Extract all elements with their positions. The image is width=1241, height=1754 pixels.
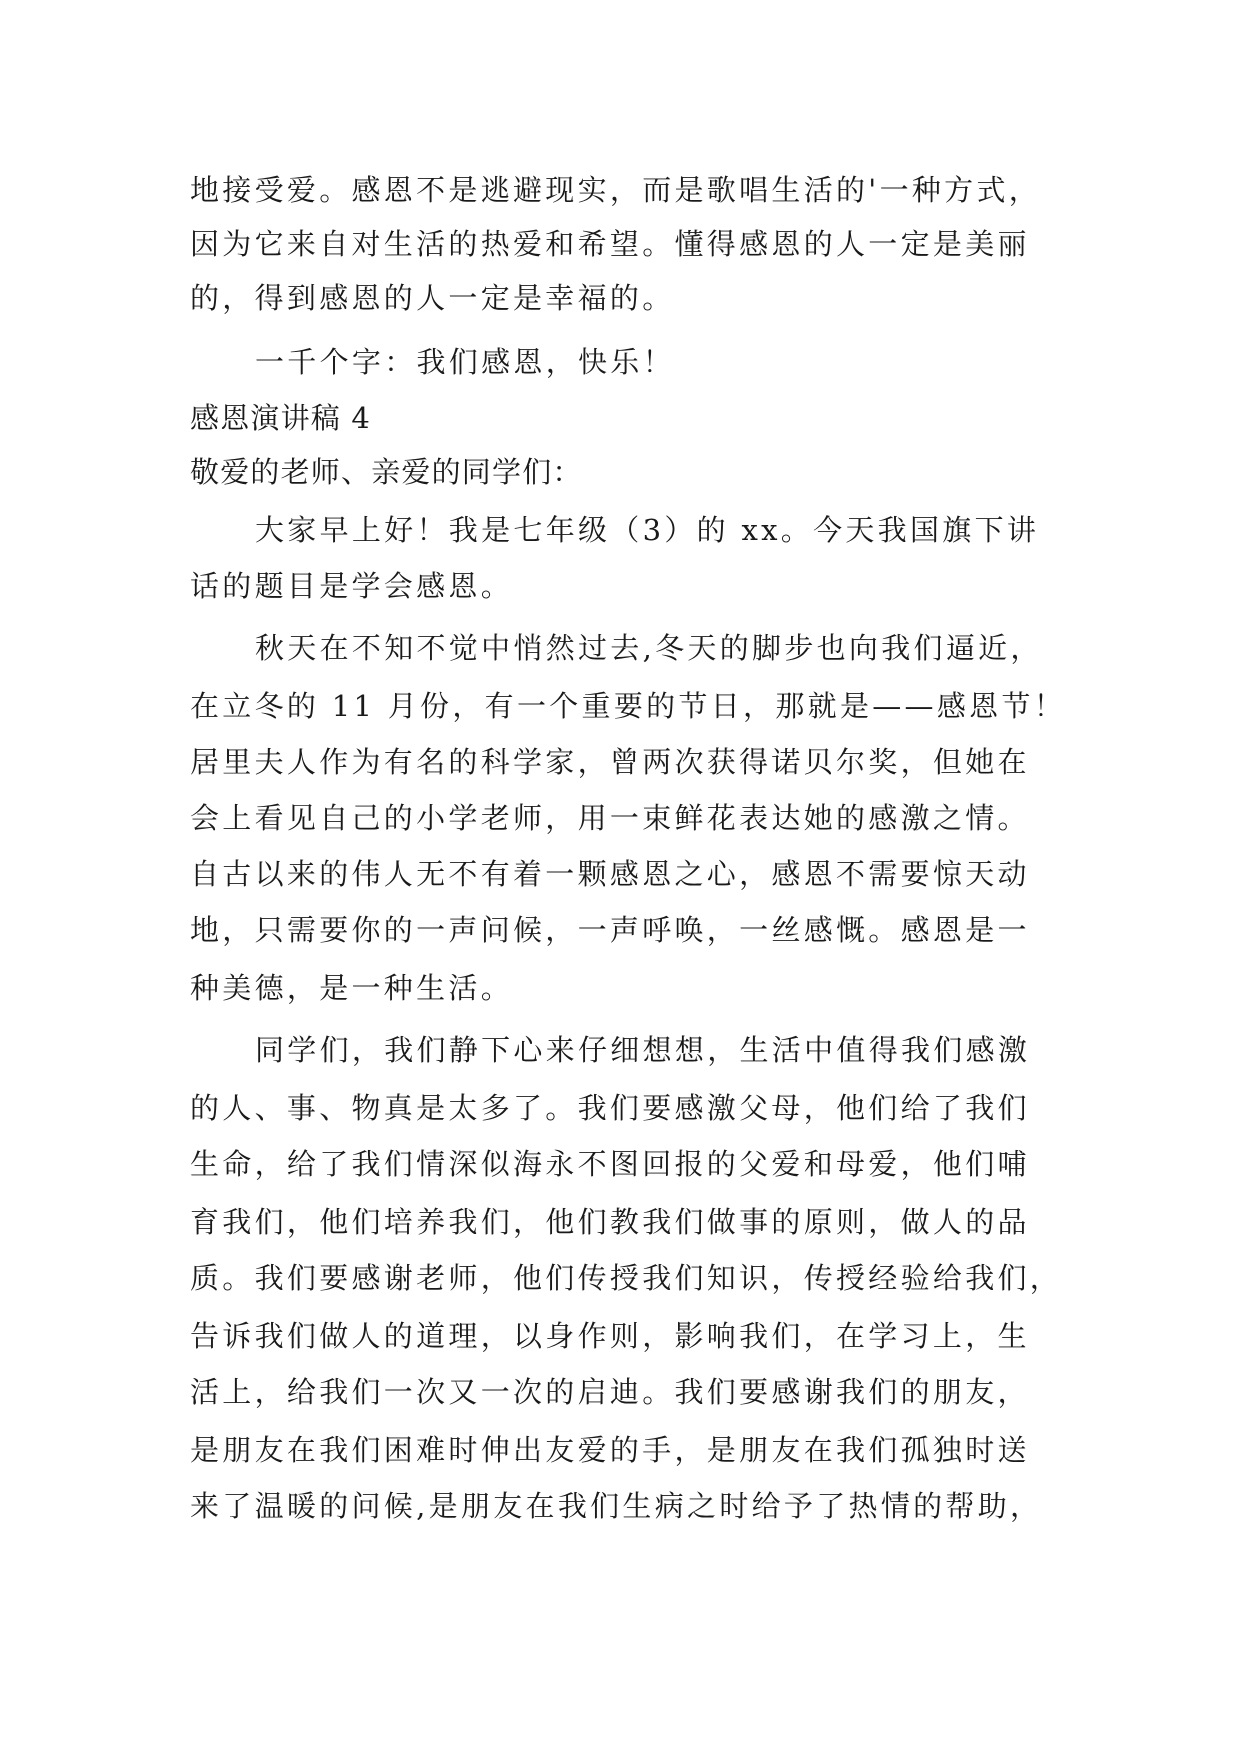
text-line: 种美德，是一种生活。 [190,971,514,1005]
text-line: 在立冬的 11 月份，有一个重要的节日，那就是——感恩节！ [190,689,1067,723]
text-line: 告诉我们做人的道理，以身作则，影响我们，在学习上，生 [190,1319,1030,1353]
text-line: 育我们，他们培养我们，他们教我们做事的原则，做人的品 [190,1205,1030,1239]
text-line: 大家早上好！我是七年级（3）的 xx。今天我国旗下讲 [255,513,1040,547]
text-line: 同学们，我们静下心来仔细想想，生活中值得我们感激 [255,1033,1031,1067]
text-line: 秋天在不知不觉中悄然过去,冬天的脚步也向我们逼近， [255,631,1043,665]
section-heading: 感恩演讲稿 4 [190,401,372,435]
text-line: 话的题目是学会感恩。 [190,569,514,603]
text-line: 的人、事、物真是太多了。我们要感激父母，他们给了我们 [190,1091,1030,1125]
text-line: 质。我们要感谢老师，他们传授我们知识，传授经验给我们， [190,1261,1063,1295]
salutation: 敬爱的老师、亲爱的同学们： [190,455,583,489]
text-line: 生命，给了我们情深似海永不图回报的父爱和母爱，他们哺 [190,1147,1030,1181]
text-line: 的，得到感恩的人一定是幸福的。 [190,281,675,315]
text-line: 会上看见自己的小学老师，用一束鲜花表达她的感激之情。 [190,801,1030,835]
text-line: 活上，给我们一次又一次的启迪。我们要感谢我们的朋友， [190,1375,1030,1409]
text-line: 是朋友在我们困难时伸出友爱的手，是朋友在我们孤独时送 [190,1433,1030,1467]
text-line: 一千个字：我们感恩，快乐！ [255,345,675,379]
text-line: 因为它来自对生活的热爱和希望。懂得感恩的人一定是美丽 [190,227,1030,261]
text-line: 地，只需要你的一声问候，一声呼唤，一丝感慨。感恩是一 [190,913,1030,947]
text-line: 自古以来的伟人无不有着一颗感恩之心，感恩不需要惊天动 [190,857,1030,891]
text-line: 居里夫人作为有名的科学家，曾两次获得诺贝尔奖，但她在 [190,745,1030,779]
text-line: 地接受爱。感恩不是逃避现实，而是歌唱生活的'一种方式， [190,173,1042,207]
text-line: 来了温暖的问候,是朋友在我们生病之时给予了热情的帮助， [190,1489,1043,1523]
